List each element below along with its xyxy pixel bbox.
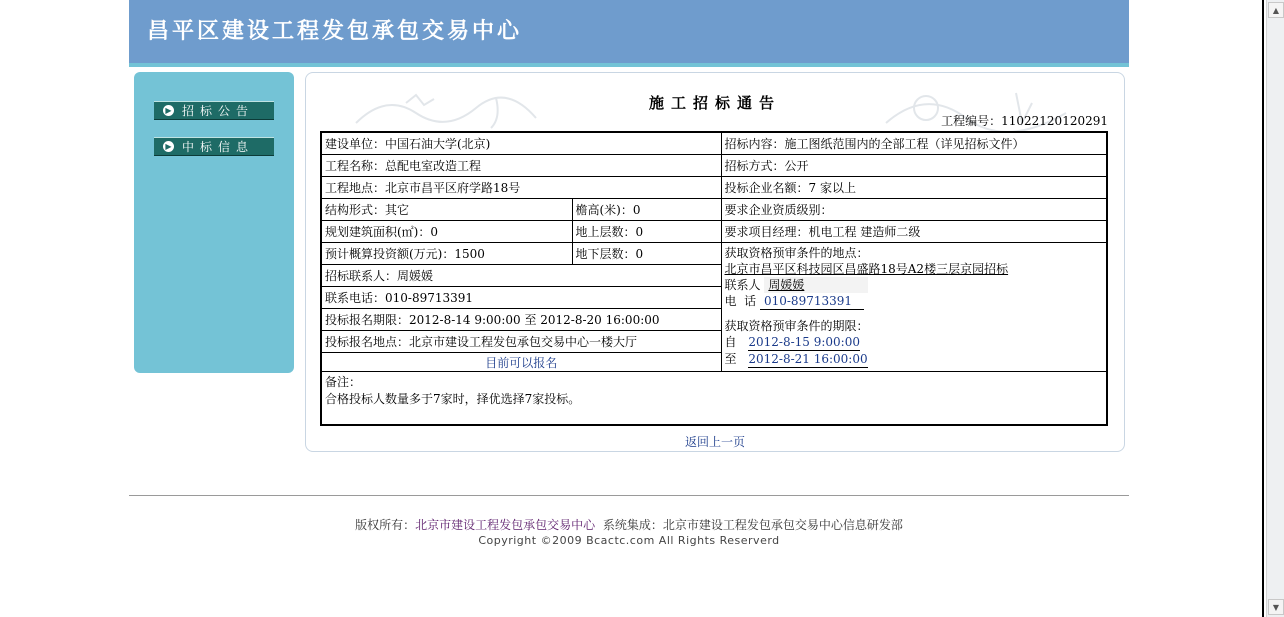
arrow-right-icon: ▶ (163, 105, 174, 116)
notice-panel (305, 72, 1125, 452)
qualification-level: 要求企业资质级别： (721, 199, 1107, 221)
prequal-period-label: 获取资格预审条件的期限： (724, 319, 869, 333)
project-number: 工程编号：11022120120291 (941, 114, 1108, 128)
bidder-quota: 投标企业名额：7 家以上 (721, 177, 1107, 199)
to-label: 至 (724, 352, 737, 366)
site-title: 昌平区建设工程发包承包交易中心 (147, 18, 523, 44)
integration-text: 系统集成：北京市建设工程发包承包交易中心信息研发部 (595, 518, 903, 532)
site-header (129, 0, 1129, 63)
prequal-to-row (725, 351, 1104, 368)
sidebar (134, 72, 294, 373)
tender-info-table (320, 131, 1108, 426)
registration-period: 投标报名期限：2012-8-14 9:00:00 至 2012-8-20 16:00:00 (321, 309, 721, 331)
prequal-phone-row (725, 293, 1104, 310)
prequal-from: 2012-8-15 9:00:00 (748, 335, 860, 349)
prequal-contact: 周媛媛 (764, 277, 868, 293)
prequal-info (721, 243, 1107, 372)
budget: 预计概算投资额(万元)：1500 (321, 243, 572, 265)
remark-label: 备注： (325, 375, 362, 389)
scroll-down-icon[interactable]: ▼ (1268, 599, 1284, 615)
prequal-contact-row (725, 277, 1104, 293)
structure-type: 结构形式：其它 (321, 199, 572, 221)
build-unit: 建设单位：中国石油大学(北京) (321, 132, 721, 155)
project-location: 工程地点：北京市昌平区府学路18号 (321, 177, 721, 199)
window-edge (1262, 0, 1264, 617)
prequal-from-row (725, 334, 1104, 351)
project-manager: 要求项目经理：机电工程 建造师二级 (721, 221, 1107, 243)
arrow-right-icon: ▶ (163, 141, 174, 152)
prequal-place-label: 获取资格预审条件的地点： (724, 246, 869, 260)
floors-above: 地上层数：0 (572, 221, 721, 243)
remark-text: 合格投标人数量多于7家时，择优选择7家投标。 (325, 392, 581, 406)
eave-height: 檐高(米)：0 (572, 199, 721, 221)
sidebar-item-label: 招标公告 (182, 104, 255, 118)
copyright-label: 版权所有： (355, 518, 416, 532)
contact-person: 招标联系人：周媛媛 (321, 265, 721, 287)
registration-status: 目前可以报名 (321, 353, 721, 372)
back-link[interactable]: 返回上一页 (684, 435, 745, 449)
prequal-phone-label: 电 话 (724, 294, 757, 308)
remarks (321, 372, 1107, 426)
tender-method: 招标方式：公开 (721, 155, 1107, 177)
footer-copyright-en: Copyright ©2009 Bcactc.com All Rights Reserverd (478, 534, 780, 547)
building-area: 规划建筑面积(㎡)：0 (321, 221, 572, 243)
sidebar-item-label: 中标信息 (182, 140, 255, 154)
prequal-to: 2012-8-21 16:00:00 (748, 352, 868, 366)
prequal-contact-label: 联系人 (724, 278, 761, 292)
footer-copyright (0, 516, 1258, 533)
prequal-phone: 010-89713391 (760, 293, 864, 310)
sidebar-item-award-info[interactable] (154, 137, 274, 156)
footer-divider (129, 495, 1129, 496)
contact-phone: 联系电话：010-89713391 (321, 287, 721, 309)
tender-content: 招标内容：施工图纸范围内的全部工程（详见招标文件） (721, 132, 1107, 155)
registration-place: 投标报名地点：北京市建设工程发包承包交易中心一楼大厅 (321, 331, 721, 353)
org-link[interactable]: 北京市建设工程发包承包交易中心 (415, 518, 596, 532)
header-divider (129, 63, 1129, 67)
from-label: 自 (724, 335, 737, 349)
notice-title: 施工招标通告 (648, 94, 781, 112)
scroll-up-icon[interactable]: ▲ (1268, 2, 1284, 18)
floors-below: 地下层数：0 (572, 243, 721, 265)
prequal-place: 北京市昌平区科技园区昌盛路18号A2楼三层京园招标 (724, 262, 1009, 276)
vertical-scrollbar[interactable] (1266, 0, 1284, 617)
sidebar-item-tender-notice[interactable] (154, 101, 274, 120)
project-name: 工程名称：总配电室改造工程 (321, 155, 721, 177)
